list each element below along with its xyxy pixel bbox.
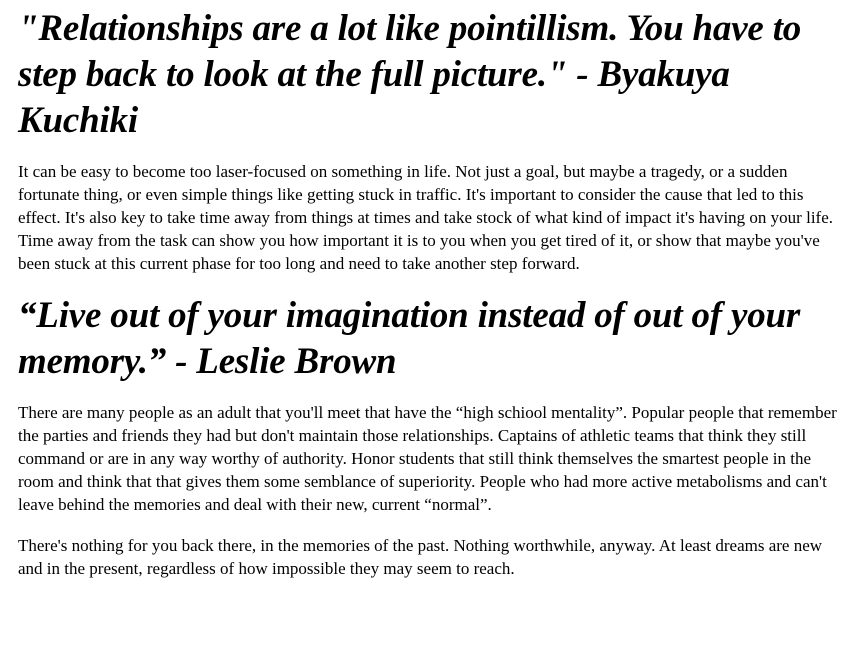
quote-heading-byakuya-kuchiki: "Relationships are a lot like pointillism. You have to step back to look at the full picture." - Byakuya Kuchiki [18, 8, 802, 141]
paragraph-high-school-mentality: There are many people as an adult that you'll meet that have the “high schiool mentality”. Popular people that remember the parties and friends they had but don't maintain those relationships. Captains of athletic teams that think they still command or are in any way worthy of authority. Honor students that still think themselves the smartest people in the room and think that that gives them some semblance of superiority. People who had more active metabolisms and can't leave behind the memories and deal with their new, current “normal”. [18, 403, 837, 514]
paragraph-laser-focused: It can be easy to become too laser-focused on something in life. Not just a goal, but maybe a tragedy, or a sudden fortunate thing, or even simple things like getting stuck in traffic. It's important to consider the cause that led to this effect. It's also key to take time away from things at times and take stock of what kind of impact it's having on your life. Time away from the task can show you how important it is to you when you get tired of it, or show that maybe you've been stuck at this current phase for too long and need to take another step forward. [18, 162, 833, 273]
paragraph-nothing-back-there: There's nothing for you back there, in the memories of the past. Nothing worthwhile, anyway. At least dreams are new and in the present, regardless of how impossible they may seem to reach. [18, 536, 823, 578]
quote-heading-leslie-brown: “Live out of your imagination instead of out of your memory.” - Leslie Brown [18, 295, 801, 382]
